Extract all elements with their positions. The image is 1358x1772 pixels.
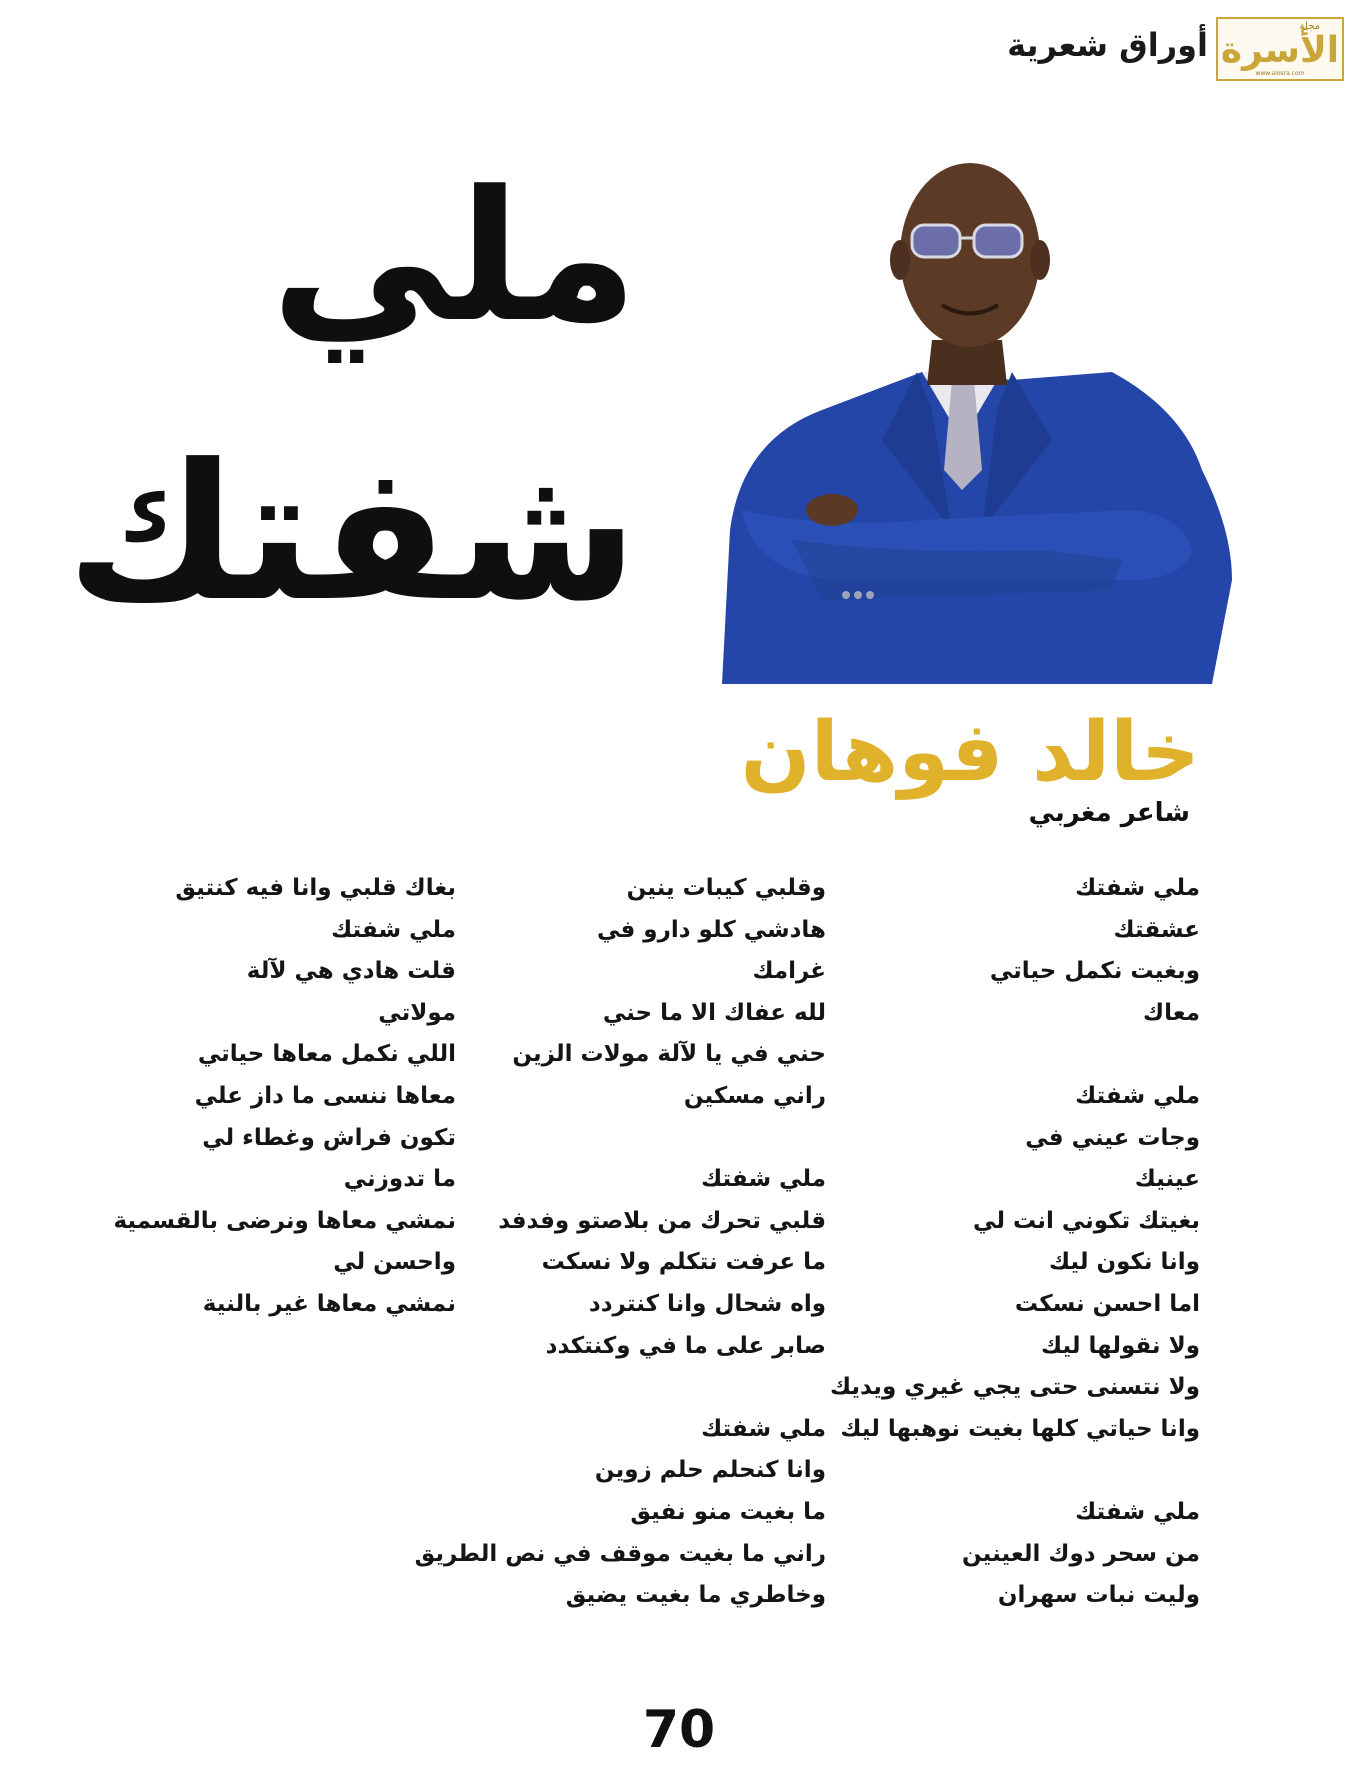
poem-line: ما بغيت منو نفيق xyxy=(630,1498,826,1525)
poem-line: ما عرفت نتكلم ولا نسكت xyxy=(541,1249,826,1276)
poem-line: قلبي تحرك من بلاصتو وفدفد xyxy=(498,1207,826,1234)
poem-line: صابر على ما في وكنتكدد xyxy=(545,1332,826,1359)
poem-line xyxy=(426,1118,826,1160)
poem-line: حني في يا لآلة مولات الزين xyxy=(512,1041,826,1068)
poem-line: بغيتك تكوني انت لي xyxy=(973,1207,1200,1234)
poem-line xyxy=(800,1450,1200,1492)
poem-line: ملي شفتك xyxy=(1075,1082,1200,1109)
poem-line: عينيك xyxy=(1134,1166,1200,1193)
poem-line: بغاك قلبي وانا فيه كنتيق xyxy=(175,875,456,901)
logo-small-text: مجلة xyxy=(1299,20,1320,32)
poem-line: ولا نقولها ليك xyxy=(1041,1332,1200,1359)
logo-wordmark: الأسرة xyxy=(1220,29,1340,71)
poem-title-line-2: شفتك xyxy=(66,424,638,643)
poem-line: عشقتك xyxy=(1113,916,1200,943)
poem-line: هادشي كلو دارو في xyxy=(596,916,826,943)
poem-line: ما تدوزني xyxy=(343,1166,456,1193)
poem-line: راني مسكين xyxy=(683,1082,826,1109)
poem-line: ولا نتسنى حتى يجي غيري ويديك xyxy=(829,1374,1200,1401)
poet-portrait xyxy=(712,110,1272,684)
poem-column-1 xyxy=(800,868,1200,1617)
poem-line xyxy=(800,1034,1200,1076)
poem-line: غرامك xyxy=(752,958,826,985)
poem-line: وقلبي كيبات ينين xyxy=(626,875,826,901)
poem-line: ملي شفتك xyxy=(1075,1498,1200,1525)
poem-line: وليت نبات سهران xyxy=(997,1582,1200,1609)
poem-line: معاك xyxy=(1143,999,1200,1026)
poem-line: واه شحال وانا كنتردد xyxy=(588,1290,826,1317)
poem-line: لله عفاك الا ما حني xyxy=(602,999,826,1026)
poem-line: ملي شفتك xyxy=(701,1166,826,1193)
poem-line: وبغيت نكمل حياتي xyxy=(989,958,1200,985)
page-number: 70 xyxy=(642,1700,716,1760)
poem-line: ملي شفتك xyxy=(1075,875,1200,901)
poet-subtitle: شاعر مغربي xyxy=(1028,798,1190,828)
poem-column-3 xyxy=(36,868,456,1326)
poem-line: ملي شفتك xyxy=(331,916,456,943)
poem-line: واحسن لي xyxy=(333,1249,456,1276)
poem-line: ملي شفتك xyxy=(701,1415,826,1442)
poet-name: خالد فوهان xyxy=(740,705,1200,800)
poem-line: وانا نكون ليك xyxy=(1049,1249,1200,1276)
logo-url: www.alosra.com xyxy=(1255,69,1305,77)
poem-line: وجات عيني في xyxy=(1025,1124,1200,1151)
poem-line: معاها ننسى ما داز علي xyxy=(194,1082,456,1109)
poem-line: اللي نكمل معاها حياتي xyxy=(197,1041,456,1068)
poem-title-line-1: ملي xyxy=(270,153,638,362)
poem-line: تكون فراش وغطاء لي xyxy=(202,1124,456,1151)
section-title: أوراق شعرية xyxy=(1007,26,1208,64)
magazine-logo xyxy=(1216,17,1344,81)
poem-line: وخاطري ما بغيت يضيق xyxy=(565,1582,826,1609)
poem-line: اما احسن نسكت xyxy=(1014,1290,1200,1317)
poem-line: راني ما بغيت موقف في نص الطريق xyxy=(414,1540,826,1567)
poem-line: قلت هادي هي لآلة xyxy=(246,958,456,985)
poem-line: مولاتي xyxy=(378,999,456,1026)
poem-line xyxy=(426,1367,826,1409)
poem-line: وانا حياتي كلها بغيت نوهبها ليك xyxy=(840,1415,1200,1442)
poem-line: نمشي معاها ونرضى بالقسمية xyxy=(113,1207,456,1234)
poem-line: وانا كنحلم حلم زوين xyxy=(594,1457,826,1484)
poem-line: من سحر دوك العينين xyxy=(961,1540,1200,1567)
poem-line: نمشي معاها غير بالنية xyxy=(202,1290,456,1317)
